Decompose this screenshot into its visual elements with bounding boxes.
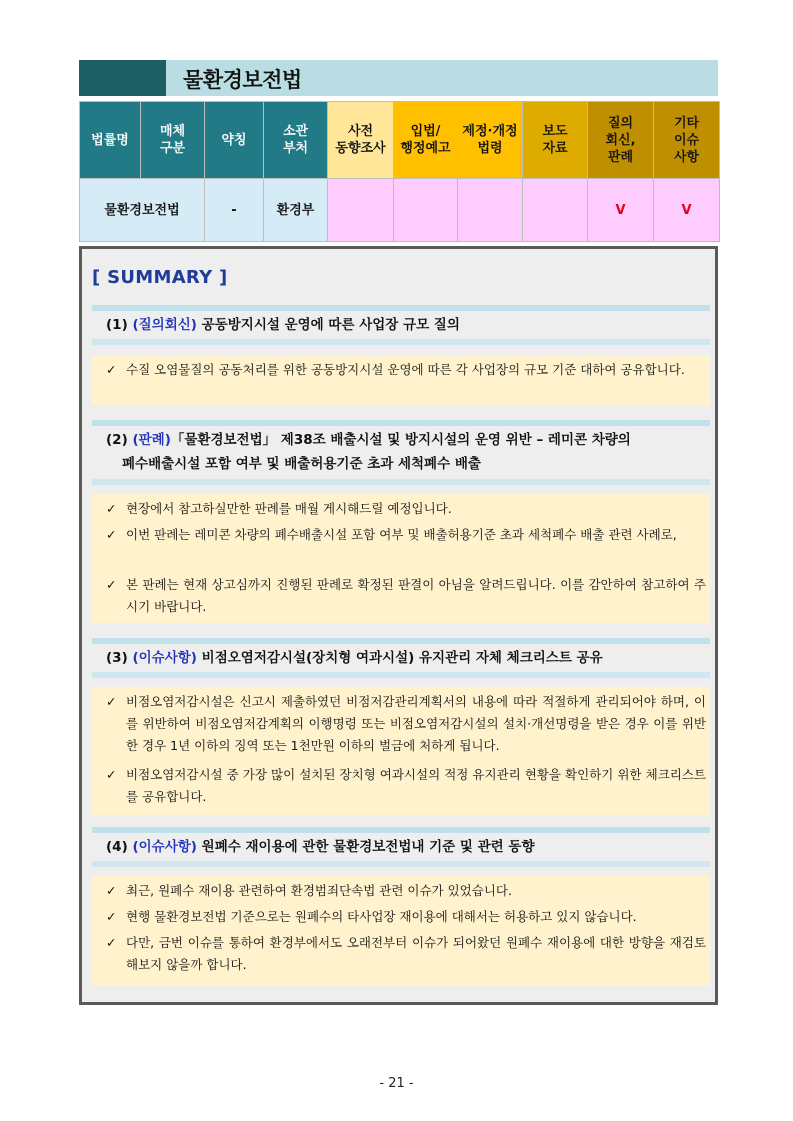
check-icon: ✓ <box>106 767 117 782</box>
list-item: ✓ 다만, 금번 이슈를 통하여 환경부에서도 오래전부터 이슈가 되어왔던 원폐수 재이용에 대한 방향을 재검토해보지 않을까 합니다. <box>106 932 706 976</box>
header-law-name: 법률명 <box>80 102 141 179</box>
cell-enacted-amended <box>458 179 523 242</box>
section-divider <box>92 305 710 311</box>
check-icon: ✓ <box>106 501 117 516</box>
section-divider <box>92 861 710 867</box>
cell-law-name: 물환경보전법 <box>80 179 205 242</box>
cell-ministry: 환경부 <box>264 179 328 242</box>
header-legislative-notice: 입법/ 행정예고 <box>394 102 458 179</box>
section-divider <box>92 479 710 485</box>
section-2-notes <box>92 494 710 623</box>
list-item: ✓ 비점오염저감시설은 신고시 제출하였던 비점저감관리계획서의 내용에 따라 적절하게 관리되어야 하며, 이를 위반하여 비점오염저감계획의 이행명령 또는 비점오염저감시설의 설치·개선명령을 받은 경우 이를 위반한 경우 1년 이하의 징역 또는 1천만원 이하의 벌금에 처하게 됩니다. <box>106 691 706 757</box>
title-accent-block <box>79 60 166 96</box>
check-icon: ✓ <box>106 883 117 898</box>
header-abbreviation: 약칭 <box>205 102 264 179</box>
section-divider <box>92 638 710 644</box>
section-3-title: (3) (이슈사항) 비점오염저감시설(장치형 여과시설) 유지관리 자체 체크리스트 공유 <box>106 650 603 666</box>
header-enacted-amended: 제정·개정 법령 <box>458 102 523 179</box>
section-4-title: (4) (이슈사항) 원폐수 재이용에 관한 물환경보전법내 기준 및 관련 동향 <box>106 839 535 855</box>
header-pre-survey: 사전 동향조사 <box>328 102 394 179</box>
cell-other-issues-mark: V <box>654 179 720 242</box>
header-press-release: 보도 자료 <box>523 102 588 179</box>
section-divider <box>92 672 710 678</box>
check-icon: ✓ <box>106 909 117 924</box>
section-3-notes <box>92 687 710 815</box>
check-icon: ✓ <box>106 527 117 542</box>
list-item: ✓ 현장에서 참고하실만한 판례를 매월 게시해드릴 예정입니다. <box>106 498 706 520</box>
list-item: ✓ 본 판례는 현재 상고심까지 진행된 판례로 확정된 판결이 아님을 알려드립니다. 이를 감안하여 참고하여 주시기 바랍니다. <box>106 574 706 618</box>
cell-pre-survey <box>328 179 394 242</box>
summary-heading: [ SUMMARY ] <box>92 267 228 288</box>
check-icon: ✓ <box>106 935 117 950</box>
check-icon: ✓ <box>106 577 117 592</box>
cell-qa-precedent-mark: V <box>588 179 654 242</box>
cell-abbreviation: - <box>205 179 264 242</box>
page-number: - 21 - <box>379 1076 414 1091</box>
law-info-table <box>79 101 720 242</box>
page-title: 물환경보전법 <box>183 68 302 92</box>
cell-press-release <box>523 179 588 242</box>
list-item: ✓ 이번 판례는 레미콘 차량의 폐수배출시설 포함 여부 및 배출허용기준 초과 세척폐수 배출 관련 사례로, <box>106 524 706 546</box>
cell-legislative-notice <box>394 179 458 242</box>
section-divider <box>92 420 710 426</box>
header-ministry: 소관 부처 <box>264 102 328 179</box>
list-item: ✓ 현행 물환경보전법 기준으로는 원폐수의 타사업장 재이용에 대해서는 허용하고 있지 않습니다. <box>106 906 706 928</box>
header-qa-precedent: 질의 회신, 판례 <box>588 102 654 179</box>
check-icon: ✓ <box>106 694 117 709</box>
header-media: 매체 구분 <box>141 102 205 179</box>
section-divider <box>92 339 710 345</box>
list-item: ✓ 비점오염저감시설 중 가장 많이 설치된 장치형 여과시설의 적정 유지관리 현황을 확인하기 위한 체크리스트를 공유합니다. <box>106 764 706 808</box>
section-1-notes <box>92 355 710 405</box>
section-divider <box>92 827 710 833</box>
section-4-notes <box>92 876 710 986</box>
section-1-title: (1) (질의회신) 공동방지시설 운영에 따른 사업장 규모 질의 <box>106 317 460 333</box>
list-item: ✓ 수질 오염물질의 공동처리를 위한 공동방지시설 운영에 따른 각 사업장의 규모 기준 대하여 공유합니다. <box>106 359 706 381</box>
summary-box <box>79 246 718 1005</box>
check-icon: ✓ <box>106 362 117 377</box>
title-bar <box>79 60 718 96</box>
list-item: ✓ 최근, 원폐수 재이용 관련하여 환경범죄단속법 관련 이슈가 있었습니다. <box>106 880 706 902</box>
header-other-issues: 기타 이슈 사항 <box>654 102 720 179</box>
section-2-title: (2) (판례)「물환경보전법」 제38조 배출시설 및 방지시설의 운영 위반 – 레미콘 차량의 폐수배출시설 포함 여부 및 배출허용기준 초과 세척폐수 배출 <box>106 432 631 472</box>
